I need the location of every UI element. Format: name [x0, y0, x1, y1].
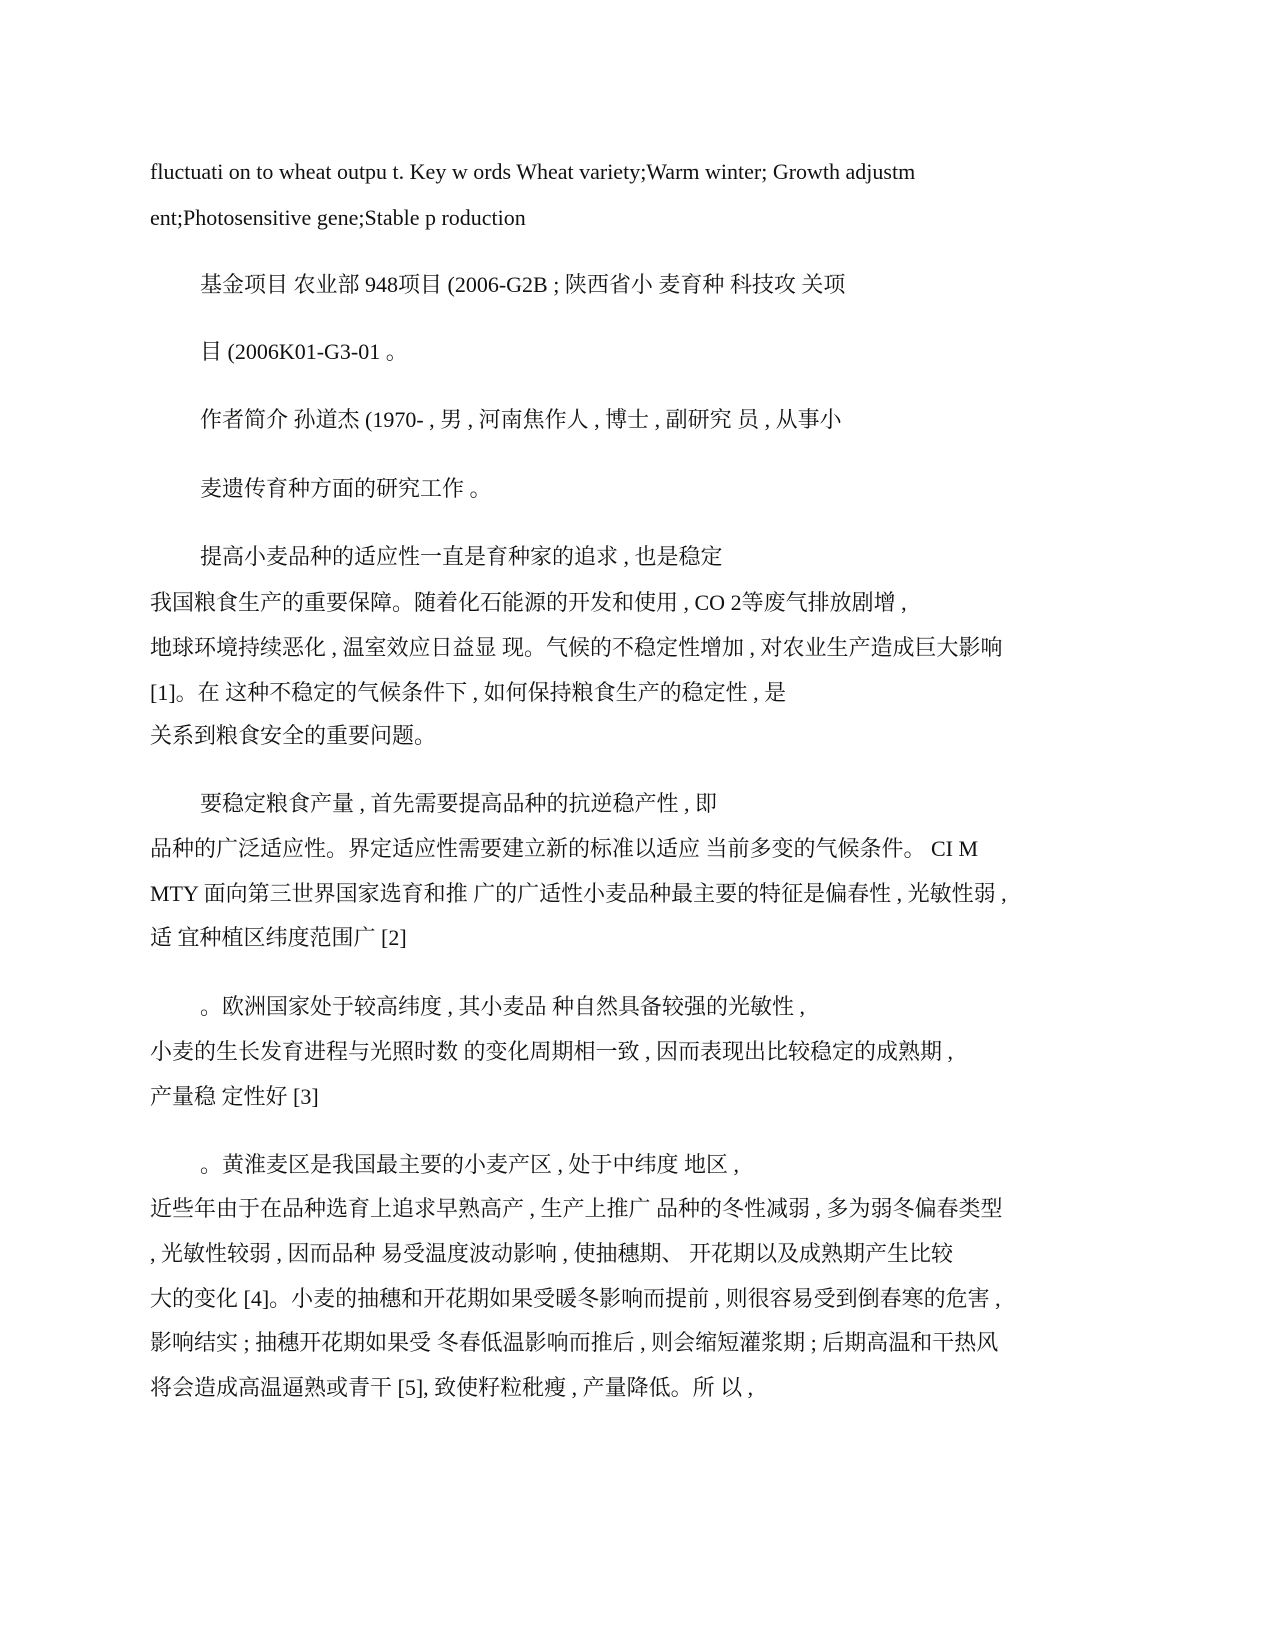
body-line: , 光敏性较弱 , 因而品种 易受温度波动影响 , 使抽穗期、 开花期以及成熟期产生比较: [150, 1241, 954, 1266]
body-line: 提高小麦品种的适应性一直是育种家的追求 , 也是稳定: [200, 544, 723, 569]
body-line: 产量稳 定性好 [3]: [150, 1084, 319, 1109]
body-line: 将会造成高温逼熟或青干 [5], 致使籽粒秕瘦 , 产量降低。所 以 ,: [150, 1375, 754, 1400]
body-line: MTY 面向第三世界国家选育和推 广的广适性小麦品种最主要的特征是偏春性 , 光敏性弱 ,: [150, 881, 1007, 906]
abstract-line: fluctuati on to wheat outpu t. Key w ords Wheat variety;Warm winter; Growth adjustm: [150, 159, 916, 184]
body-line: 关系到粮食安全的重要问题。: [150, 723, 437, 748]
body-line: 适 宜种植区纬度范围广 [2]: [150, 925, 407, 950]
body-line: 近些年由于在品种选育上追求早熟高产 , 生产上推广 品种的冬性减弱 , 多为弱冬偏春类型: [150, 1196, 1003, 1221]
body-line: [1]。在 这种不稳定的气候条件下 , 如何保持粮食生产的稳定性 , 是: [150, 680, 787, 705]
body-line: 品种的广泛适应性。界定适应性需要建立新的标准以适应 当前多变的气候条件。 CI M: [150, 836, 979, 861]
body-line: 小麦的生长发育进程与光照时数 的变化周期相一致 , 因而表现出比较稳定的成熟期 ,: [150, 1039, 954, 1064]
body-line: 。黄淮麦区是我国最主要的小麦产区 , 处于中纬度 地区 ,: [200, 1152, 740, 1177]
body-line: 我国粮食生产的重要保障。随着化石能源的开发和使用 , CO 2等废气排放剧增 ,: [150, 590, 907, 615]
body-line: 大的变化 [4]。小麦的抽穗和开花期如果受暖冬影响而提前 , 则很容易受到倒春寒的危害 ,: [150, 1286, 1001, 1311]
abstract-line: ent;Photosensitive gene;Stable p roduction: [150, 205, 526, 230]
body-line: 。欧洲国家处于较高纬度 , 其小麦品 种自然具备较强的光敏性 ,: [200, 994, 806, 1019]
body-line: 地球环境持续恶化 , 温室效应日益显 现。气候的不稳定性增加 , 对农业生产造成巨大影响: [150, 635, 1003, 660]
fund-line: 目 (2006K01-G3-01 。: [200, 339, 408, 364]
author-line: 作者简介 孙道杰 (1970- , 男 , 河南焦作人 , 博士 , 副研究 员 , 从事小: [200, 407, 842, 432]
body-line: 影响结实 ; 抽穗开花期如果受 冬春低温影响而推后 , 则会缩短灌浆期 ; 后期高温和干热风: [150, 1330, 999, 1355]
body-line: 要稳定粮食产量 , 首先需要提高品种的抗逆稳产性 , 即: [200, 791, 718, 816]
author-line: 麦遗传育种方面的研究工作 。: [200, 476, 492, 501]
fund-line: 基金项目 农业部 948项目 (2006-G2B ; 陕西省小 麦育种 科技攻 关项: [200, 272, 846, 297]
